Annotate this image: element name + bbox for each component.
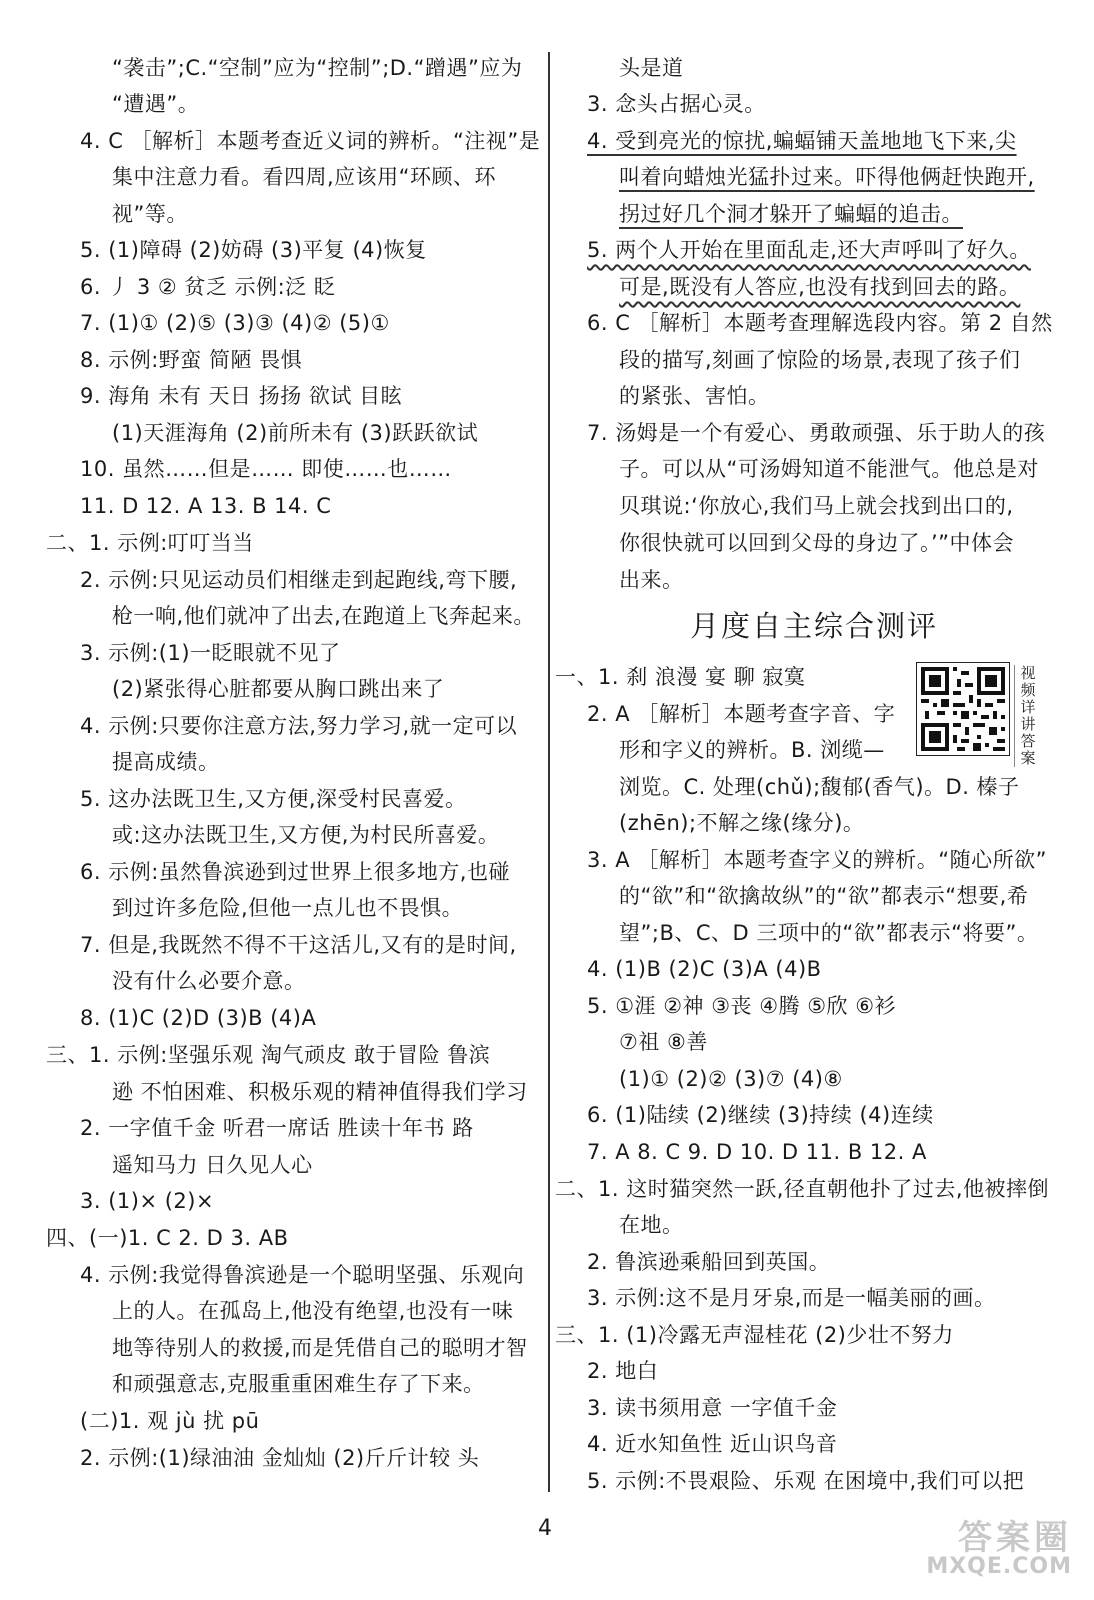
text-line: 4. 近水知鱼性 近山识鸟音 (587, 1432, 838, 1456)
text-line: 二、1. 示例:叮叮当当 (46, 531, 254, 555)
underlined-line: 4. 受到亮光的惊扰,蝙蝠铺天盖地地飞下来,尖 (587, 129, 1017, 153)
text-line: 3. 示例:这不是月牙泉,而是一幅美丽的画。 (587, 1286, 996, 1310)
text-line: 3. 示例:(1)一眨眼就不见了 (80, 641, 341, 665)
text-line: 子。可以从“可汤姆知道不能泄气。他总是对 (619, 457, 1039, 481)
text-line: 2. 示例:只见运动员们相继走到起跑线,弯下腰, (80, 568, 518, 592)
text-line: 3. (1)× (2)× (80, 1189, 215, 1213)
text-line: 段的描写,刻画了惊险的场景,表现了孩子们 (619, 348, 1021, 372)
watermark-logo: 答案圈 (958, 1518, 1072, 1558)
text-line: 到过许多危险,但他一点儿也不畏惧。 (112, 896, 464, 920)
text-line: 5. ①涯 ②神 ③丧 ④腾 ⑤欣 ⑥衫 (587, 994, 897, 1018)
text-line: 集中注意力看。看四周,应该用“环顾、环 (112, 165, 497, 189)
text-line: 三、1. 示例:坚强乐观 淘气顽皮 敢于冒险 鲁滨 (46, 1043, 491, 1067)
text-line: 上的人。在孤岛上,他没有绝望,也没有一味 (112, 1299, 514, 1323)
text-line: 没有什么必要介意。 (112, 969, 306, 993)
text-line: 的“欲”和“欲擒故纵”的“欲”都表示“想要,希 (619, 884, 1029, 908)
text-line: 5. (1)障碍 (2)妨碍 (3)平复 (4)恢复 (80, 238, 427, 262)
text-line: 7. 汤姆是一个有爱心、勇敢顽强、乐于助人的孩 (587, 421, 1046, 445)
text-line: (2)紧张得心脏都要从胸口跳出来了 (112, 677, 445, 701)
text-line: 形和字义的辨析。B. 浏缆— (619, 738, 885, 762)
text-line: 4. (1)B (2)C (3)A (4)B (587, 957, 822, 981)
text-line: 4. 示例:我觉得鲁滨逊是一个聪明坚强、乐观向 (80, 1263, 525, 1287)
text-line: 你很快就可以回到父母的身边了。’”中体会 (619, 531, 1015, 555)
qr-code-icon[interactable] (916, 662, 1010, 756)
text-line: 逊 不怕困难、积极乐观的精神值得我们学习 (112, 1080, 528, 1104)
text-line: 5. 这办法既卫生,又方便,深受村民喜爱。 (80, 787, 467, 811)
text-line: 出来。 (619, 568, 684, 592)
text-line: 9. 海角 未有 天日 扬扬 欲试 目眩 (80, 384, 403, 408)
text-line: 三、1. (1)冷露无声湿桂花 (2)少壮不努力 (555, 1323, 954, 1347)
text-line: 遥知马力 日久见人心 (112, 1153, 313, 1177)
text-line: 或:这办法既卫生,又方便,为村民所喜爱。 (112, 823, 500, 847)
text-line: 5. 示例:不畏艰险、乐观 在困境中,我们可以把 (587, 1469, 1025, 1493)
text-line: 3. A ［解析］本题考查字义的辨析。“随心所欲” (587, 848, 1048, 872)
text-line: 7. (1)① (2)⑤ (3)③ (4)② (5)① (80, 311, 390, 335)
text-line: 2. 示例:(1)绿油油 金灿灿 (2)斤斤计较 头 (80, 1446, 480, 1470)
text-line: 10. 虽然……但是…… 即使……也…… (80, 457, 452, 481)
text-line: 2. 地白 (587, 1359, 659, 1383)
text-line: (1)① (2)② (3)⑦ (4)⑧ (619, 1067, 843, 1091)
text-line: 一、1. 刹 浪漫 宴 聊 寂寞 (555, 665, 806, 689)
wavy-underlined-line: 5. 两个人开始在里面乱走,还大声呼叫了好久。 (587, 238, 1031, 262)
text-line: 2. 鲁滨逊乘船回到英国。 (587, 1250, 831, 1274)
text-line: (1)天涯海角 (2)前所未有 (3)跃跃欲试 (112, 421, 479, 445)
text-line: 和顽强意志,克服重重困难生存了下来。 (112, 1372, 485, 1396)
underlined-line: 叫着向蜡烛光猛扑过来。吓得他俩赶快跑开, (619, 165, 1035, 189)
text-line: 7. A 8. C 9. D 10. D 11. B 12. A (587, 1140, 927, 1164)
text-line: 四、(一)1. C 2. D 3. AB (46, 1226, 289, 1250)
text-line: 贝琪说:‘你放心,我们马上就会找到出口的, (619, 494, 1014, 518)
text-line: 6. C ［解析］本题考查理解选段内容。第 2 自然 (587, 311, 1053, 335)
watermark-url: MXQE.COM (926, 1554, 1072, 1579)
text-line: 3. 读书须用意 一字值千金 (587, 1396, 838, 1420)
text-line: 望”;B、C、D 三项中的“欲”都表示“将要”。 (619, 921, 1039, 945)
text-line: 4. C ［解析］本题考查近义词的辨析。“注视”是 (80, 129, 541, 153)
text-line: 地等待别人的救援,而是凭借自己的聪明才智 (112, 1336, 528, 1360)
watermark (880, 1510, 1080, 1590)
text-line: 视”等。 (112, 202, 188, 226)
text-line: 的紧张、害怕。 (619, 384, 770, 408)
column-divider (548, 52, 550, 1492)
text-line: 11. D 12. A 13. B 14. C (80, 494, 332, 518)
text-line: 枪一响,他们就冲了出去,在跑道上飞奔起来。 (112, 604, 535, 628)
text-line: 2. A ［解析］本题考查字音、字 (587, 702, 896, 726)
text-line: 3. 念头占据心灵。 (587, 92, 766, 116)
text-line: 在地。 (619, 1213, 684, 1237)
text-line: (zhēn);不解之缘(缘分)。 (619, 811, 865, 835)
page-number: 4 (538, 1516, 552, 1541)
text-line: 浏览。C. 处理(chǔ);馥郁(香气)。D. 榛子 (619, 775, 1020, 799)
text-line: 头是道 (619, 56, 684, 80)
text-line: 4. 示例:只要你注意方法,努力学习,就一定可以 (80, 714, 518, 738)
text-line: 6. 丿 3 ② 贫乏 示例:泛 眨 (80, 275, 336, 299)
underlined-line: 拐过好几个洞才躲开了蝙蝠的追击。 (619, 202, 963, 226)
text-line: 6. 示例:虽然鲁滨逊到过世界上很多地方,也碰 (80, 860, 510, 884)
text-line: 6. (1)陆续 (2)继续 (3)持续 (4)连续 (587, 1103, 934, 1127)
text-line: (二)1. 观 jù 扰 pū (80, 1409, 260, 1433)
text-line: 7. 但是,我既然不得不干这活儿,又有的是时间, (80, 933, 517, 957)
text-line: ⑦祖 ⑧善 (619, 1030, 708, 1054)
text-line: 8. (1)C (2)D (3)B (4)A (80, 1006, 317, 1030)
text-line: “袭击”;C.“空制”应为“控制”;D.“蹭遇”应为 (112, 56, 523, 80)
text-line: 8. 示例:野蛮 简陋 畏惧 (80, 348, 303, 372)
qr-caption: 视频详讲答案 (1014, 665, 1039, 767)
section-title: 月度自主综合测评 (690, 609, 939, 643)
text-line: “遭遇”。 (112, 92, 200, 116)
wavy-underlined-line: 可是,既没有人答应,也没有找到回去的路。 (619, 275, 1021, 299)
text-line: 二、1. 这时猫突然一跃,径直朝他扑了过去,他被摔倒 (555, 1177, 1050, 1201)
text-line: 提高成绩。 (112, 750, 220, 774)
text-line: 2. 一字值千金 听君一席话 胜读十年书 路 (80, 1116, 474, 1140)
